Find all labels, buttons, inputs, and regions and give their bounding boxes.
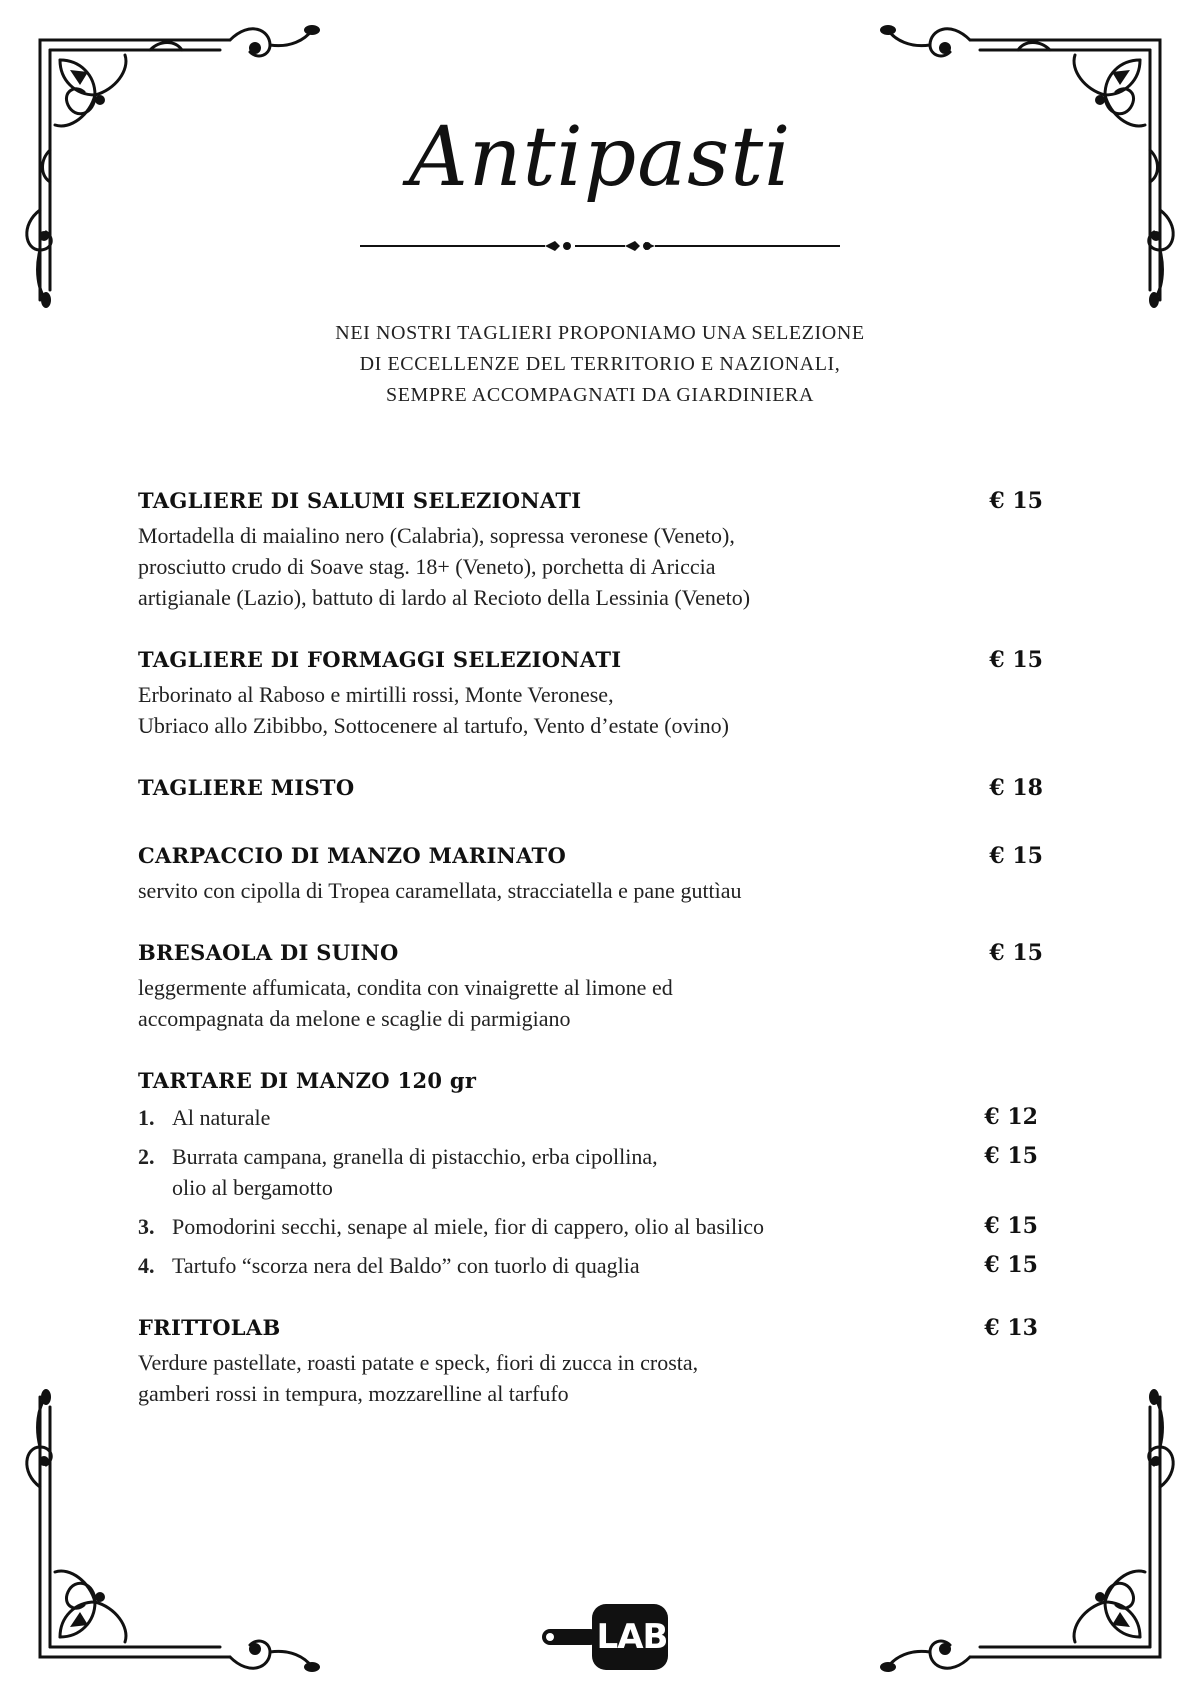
item-price: € 15 (989, 940, 1043, 966)
item-name: BRESAOLA DI SUINO (138, 940, 399, 965)
option-text: Tartufo “scorza nera del Baldo” con tuorlo di quaglia (172, 1253, 640, 1278)
item-name: TAGLIERE MISTO (138, 775, 355, 800)
intro-text (0, 318, 1200, 411)
description-line: accompagnata da melone e scaglie di parmigiano (138, 1006, 571, 1031)
item-name: FRITTOLAB (138, 1315, 281, 1340)
intro-line: SEMPRE ACCOMPAGNATI DA GIARDINIERA (385, 384, 815, 406)
intro-line: DI ECCELLENZE DEL TERRITORIO E NAZIONALI, (359, 353, 841, 375)
description-line: Mortadella di maialino nero (Calabria), sopressa veronese (Veneto), (138, 523, 735, 548)
item-description (138, 972, 1043, 1034)
item-price: € 13 (984, 1315, 1038, 1341)
item-name (138, 1068, 476, 1093)
option-price: € 15 (984, 1143, 1038, 1169)
page-title: Antipasti (408, 110, 792, 205)
item-price: € 15 (989, 647, 1043, 673)
menu-item (138, 643, 1043, 741)
menu-item (138, 839, 1043, 906)
option-item (138, 1102, 1043, 1133)
option-item (138, 1211, 1043, 1242)
description-line: Verdure pastellate, roasti patate e speck, fiori di zucca in crosta, (138, 1350, 699, 1375)
option-price: € 15 (984, 1252, 1038, 1278)
description-line: artigianale (Lazio), battuto di lardo al Recioto della Lessinia (Veneto) (138, 585, 751, 610)
option-price: € 15 (984, 1213, 1038, 1239)
option-item (138, 1250, 1043, 1281)
option-text: olio al bergamotto (172, 1175, 333, 1200)
item-description (138, 875, 1043, 906)
option-number: 3. (138, 1214, 155, 1239)
description-line: servito con cipolla di Tropea caramellata, stracciatella e pane guttìau (138, 878, 742, 903)
option-number: 1. (138, 1105, 155, 1130)
menu-item (138, 771, 1043, 805)
description-line: Ubriaco allo Zibibbo, Sottocenere al tartufo, Vento d’estate (ovino) (138, 713, 729, 738)
description-line: leggermente affumicata, condita con vinaigrette al limone ed (138, 975, 673, 1000)
item-description (138, 520, 1043, 613)
menu-item (138, 936, 1043, 1034)
item-price: € 18 (989, 775, 1043, 801)
item-description (138, 1347, 1043, 1409)
menu-list (138, 484, 1043, 1439)
description-line: prosciutto crudo di Soave stag. 18+ (Veneto), porchetta di Ariccia (138, 554, 716, 579)
item-name: TAGLIERE DI FORMAGGI SELEZIONATI (138, 647, 622, 672)
option-text: Pomodorini secchi, senape al miele, fior di cappero, olio al basilico (172, 1214, 764, 1239)
menu-item (138, 1311, 1043, 1409)
logo-text: LAB (596, 1617, 668, 1657)
item-price: € 15 (989, 488, 1043, 514)
option-number: 2. (138, 1144, 155, 1169)
option-list (138, 1102, 1043, 1281)
description-line: gamberi rossi in tempura, mozzarelline al tarfufo (138, 1381, 569, 1406)
item-name: CARPACCIO DI MANZO MARINATO (138, 843, 567, 868)
item-name: TAGLIERE DI SALUMI SELEZIONATI (138, 488, 582, 513)
option-item (138, 1141, 1043, 1203)
item-price: € 15 (989, 843, 1043, 869)
option-text: Al naturale (172, 1105, 271, 1130)
menu-item (138, 484, 1043, 613)
ornamental-divider-icon (360, 236, 840, 256)
option-price: € 12 (984, 1104, 1038, 1130)
item-description (138, 679, 1043, 741)
menu-item (138, 1064, 1043, 1281)
description-line: Erborinato al Raboso e mirtilli rossi, Monte Veronese, (138, 682, 614, 707)
item-unit: 120 gr (397, 1068, 477, 1093)
intro-line: NEI NOSTRI TAGLIERI PROPONIAMO UNA SELEZIONE (335, 322, 865, 344)
option-number: 4. (138, 1253, 155, 1278)
option-text: Burrata campana, granella di pistacchio, erba cipollina, (172, 1144, 658, 1169)
item-name-text: TARTARE DI MANZO (138, 1068, 390, 1093)
